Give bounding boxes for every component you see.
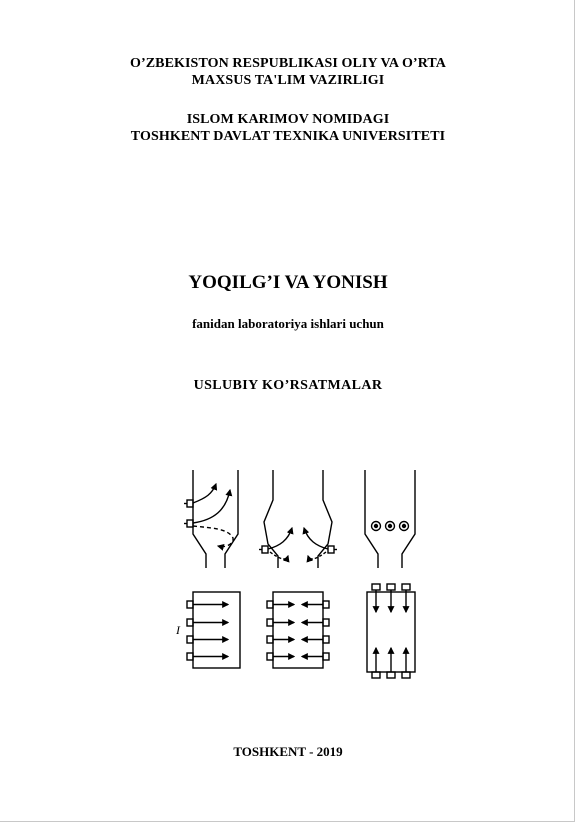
furnace-side-burners-top: [184, 470, 238, 568]
plan-opposed: [267, 592, 329, 668]
burner-diagram: [170, 462, 430, 684]
document-title: YOQILG’I VA YONISH: [188, 272, 388, 293]
city-year: TOSHKENT - 2019: [233, 744, 343, 759]
ministry-line-1: O’ZBEKISTON RESPUBLIKASI OLIY VA O’RTA: [129, 56, 447, 71]
ministry-line-2: MAXSUS TA'LIM VAZIRLIGI: [191, 73, 385, 88]
plan-one-side: [175, 592, 240, 668]
university-line-2: TOSHKENT DAVLAT TEXNIKA UNIVERSITETI: [130, 129, 446, 144]
figure-label-i: I: [176, 623, 180, 637]
university-line-1: ISLOM KARIMOV NOMIDAGI: [186, 112, 390, 127]
furnace-opposed-burners-top: [259, 470, 337, 568]
furnace-front-burners-top: [365, 470, 415, 568]
document-type: USLUBIY KO’RSATMALAR: [193, 378, 383, 393]
document-subtitle: fanidan laboratoriya ishlari uchun: [192, 316, 384, 331]
plan-vertical: [367, 584, 415, 678]
